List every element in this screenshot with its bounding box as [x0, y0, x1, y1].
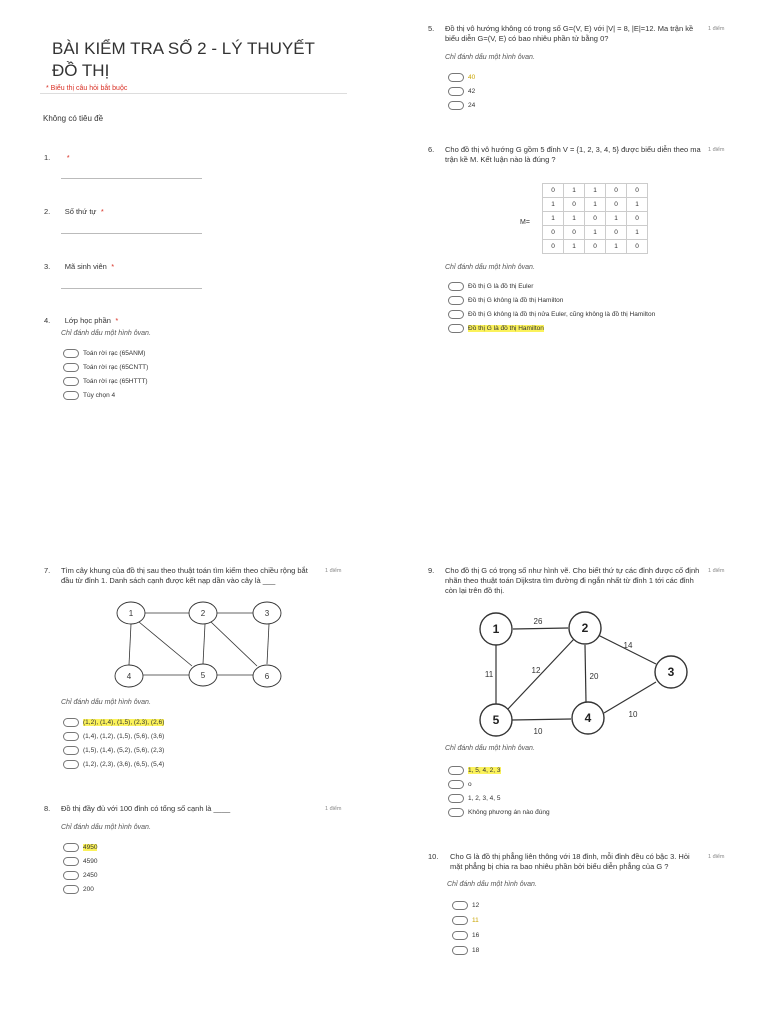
matrix-cell: 0: [606, 184, 627, 198]
radio-oval[interactable]: [448, 324, 464, 333]
radio-oval[interactable]: [63, 732, 79, 741]
radio-oval[interactable]: [63, 363, 79, 372]
question-text: Cho đồ thị G có trọng số như hình vẽ. Cho biết thứ tự các đỉnh được cố định nhãn theo thuật toán Dijkstra tìm đường đi ngắn nhất từ đỉnh 1 tới các đỉnh còn lại trên đồ thị.: [445, 566, 700, 595]
question-number: 3.: [44, 262, 51, 271]
points-label: 1 điểm: [708, 26, 725, 32]
matrix-cell: 1: [627, 198, 648, 212]
edge-weight: 10: [533, 727, 543, 736]
instruction: Chỉ đánh dấu một hình ôvan.: [445, 745, 535, 752]
option[interactable]: Đồ thị G không là đồ thị nửa Euler, cũng không là đồ thị Hamilton: [448, 308, 655, 320]
question-text: Đồ thị vô hướng không có trọng số G=(V, E) với |V| = 8, |E|=12. Ma trận kề biểu diễn G=(V, E) có bao nhiêu phần tử bằng 0?: [445, 24, 694, 43]
option[interactable]: 2450: [63, 869, 97, 881]
question-2: [44, 201, 104, 219]
question-number: 7.: [44, 566, 51, 575]
edge-weight: 20: [589, 672, 599, 681]
option[interactable]: 42: [448, 85, 475, 97]
question-text: Số thứ tự: [64, 207, 97, 216]
node-label: 6: [264, 672, 270, 681]
matrix-row: [543, 212, 648, 226]
option[interactable]: Toán rời rạc (65HTTT): [63, 375, 148, 387]
node-label: 4: [126, 672, 132, 681]
option[interactable]: Tùy chọn 4: [63, 389, 148, 401]
matrix-cell: 1: [606, 212, 627, 226]
radio-oval[interactable]: [63, 871, 79, 880]
question-1: [44, 147, 70, 165]
graph-edge: [203, 624, 205, 664]
radio-oval[interactable]: [448, 282, 464, 291]
matrix-cell: 0: [543, 226, 564, 240]
option[interactable]: Toán rời rạc (65ANM): [63, 347, 148, 359]
instruction: Chỉ đánh dấu một hình ôvan.: [61, 824, 151, 831]
radio-oval[interactable]: [452, 946, 468, 955]
option[interactable]: 11: [452, 914, 479, 926]
radio-oval[interactable]: [448, 73, 464, 82]
radio-oval[interactable]: [448, 794, 464, 803]
question-number: 8.: [44, 804, 51, 813]
radio-oval[interactable]: [63, 349, 79, 358]
required-star: *: [66, 153, 70, 162]
option[interactable]: (1,5), (1,4), (5,2), (5,6), (2,3): [63, 744, 164, 756]
graph-edge: [513, 628, 568, 629]
points-label: 1 điểm: [708, 147, 725, 153]
q7-options: [63, 716, 164, 770]
matrix-cell: 1: [564, 212, 585, 226]
node-label: 2: [200, 609, 206, 618]
question-number: 10.: [428, 852, 439, 861]
option[interactable]: Đồ thị G là đồ thị Hamilton: [448, 322, 655, 334]
graph-edge: [139, 622, 192, 666]
option[interactable]: 40: [448, 71, 475, 83]
matrix-cell: 0: [606, 226, 627, 240]
matrix-cell: 1: [564, 184, 585, 198]
option[interactable]: 4950: [63, 841, 97, 853]
radio-oval[interactable]: [63, 391, 79, 400]
graph-edge: [508, 639, 574, 709]
radio-oval[interactable]: [448, 87, 464, 96]
option[interactable]: 200: [63, 883, 97, 895]
edge-weight: 12: [531, 666, 541, 675]
matrix-row: [543, 240, 648, 254]
question-number: 1.: [44, 153, 51, 162]
question-text: Tìm cây khung của đồ thị sau theo thuật toán tìm kiếm theo chiều rộng bắt đầu từ đỉnh 1. Danh sách cạnh được kết nạp dần vào cây là ___: [61, 566, 308, 585]
option[interactable]: o: [448, 778, 550, 790]
matrix-label: M=: [520, 219, 530, 226]
matrix-cell: 0: [564, 198, 585, 212]
radio-oval[interactable]: [63, 843, 79, 852]
q9-options: [448, 764, 550, 818]
graph-edge: [512, 719, 571, 720]
points-label: 1 điểm: [708, 854, 725, 860]
matrix-cell: 0: [606, 198, 627, 212]
edge-weight: 26: [533, 617, 543, 626]
radio-oval[interactable]: [448, 296, 464, 305]
edge-weight: 10: [628, 710, 638, 719]
node-label: 2: [581, 621, 589, 635]
question-3: [44, 256, 114, 274]
instruction: Chỉ đánh dấu một hình ôvan.: [447, 881, 537, 888]
radio-oval[interactable]: [63, 885, 79, 894]
radio-oval[interactable]: [452, 916, 468, 925]
matrix-cell: 0: [585, 240, 606, 254]
node-label: 5: [492, 713, 500, 727]
instruction: Chỉ đánh dấu một hình ôvan.: [445, 54, 535, 61]
node-label: 3: [667, 665, 675, 679]
graph-edge: [129, 624, 131, 665]
question-number: 6.: [428, 145, 435, 154]
question-text: Lớp học phần: [64, 316, 111, 325]
question-number: 2.: [44, 207, 51, 216]
option[interactable]: 4590: [63, 855, 97, 867]
matrix-row: [543, 198, 648, 212]
graph-edge: [585, 645, 586, 702]
q6-options: [448, 280, 655, 334]
required-star: *: [115, 316, 119, 325]
form-title: BÀI KIỂM TRA SỐ 2 - LÝ THUYẾT ĐỒ THỊ: [52, 39, 315, 80]
q8-options: [63, 841, 97, 895]
edge-weight: 11: [484, 670, 494, 679]
required-star: *: [100, 207, 104, 216]
answer-line-2[interactable]: [61, 233, 202, 234]
edge-weight: 14: [623, 641, 633, 650]
required-star: *: [111, 262, 115, 271]
matrix-row: [543, 226, 648, 240]
matrix-cell: 0: [543, 184, 564, 198]
matrix-cell: 1: [543, 198, 564, 212]
dijkstra-graph-diagram: [470, 607, 695, 742]
radio-oval[interactable]: [452, 931, 468, 940]
graph-edge: [211, 622, 257, 666]
bfs-graph-diagram: [110, 595, 295, 695]
matrix-cell: 0: [543, 240, 564, 254]
radio-oval[interactable]: [448, 101, 464, 110]
option[interactable]: Không phương án nào đúng: [448, 806, 550, 818]
option[interactable]: (1,2), (1,4), (1,5), (2,3), (2,6): [63, 716, 164, 728]
option[interactable]: Đồ thị G là đồ thị Euler: [448, 280, 655, 292]
matrix-cell: 1: [585, 226, 606, 240]
option[interactable]: (1,4), (1,2), (1,5), (5,6), (3,6): [63, 730, 164, 742]
radio-oval[interactable]: [63, 760, 79, 769]
question-number: 5.: [428, 24, 435, 33]
question-text: Mã sinh viên: [64, 262, 107, 271]
answer-line-3[interactable]: [61, 288, 202, 289]
answer-line-1[interactable]: [61, 178, 202, 179]
option[interactable]: Đồ thị G không là đồ thị Hamilton: [448, 294, 655, 306]
points-label: 1 điểm: [708, 568, 725, 574]
option[interactable]: (1,2), (2,3), (3,6), (6,5), (5,4): [63, 758, 164, 770]
radio-oval[interactable]: [63, 718, 79, 727]
matrix-cell: 1: [585, 198, 606, 212]
question-4: [44, 310, 118, 328]
points-label: 1 điểm: [325, 568, 342, 574]
question-text: Cho G là đồ thị phẳng liên thông với 18 đỉnh, mỗi đỉnh đều có bậc 3. Hỏi mặt phẳng bị chia ra bao nhiêu phần bởi biểu diễn phẳng của G ?: [450, 852, 690, 871]
node-label: 5: [200, 671, 206, 680]
radio-oval[interactable]: [448, 780, 464, 789]
graph-edge: [267, 624, 269, 664]
option[interactable]: 1, 2, 3, 4, 5: [448, 792, 550, 804]
matrix-cell: 1: [543, 212, 564, 226]
option[interactable]: Toán rời rạc (65CNTT): [63, 361, 148, 373]
matrix-row: [543, 184, 648, 198]
q10-options: [452, 899, 479, 956]
node-label: 1: [128, 609, 134, 618]
radio-oval[interactable]: [63, 857, 79, 866]
option[interactable]: 12: [452, 899, 479, 911]
adjacency-matrix: [542, 183, 648, 254]
instruction: Chỉ đánh dấu một hình ôvan.: [445, 264, 535, 271]
node-label: 1: [492, 622, 500, 636]
radio-oval[interactable]: [448, 766, 464, 775]
radio-oval[interactable]: [448, 808, 464, 817]
matrix-cell: 0: [585, 212, 606, 226]
question-number: 9.: [428, 566, 435, 575]
radio-oval[interactable]: [448, 310, 464, 319]
matrix-cell: 1: [606, 240, 627, 254]
matrix-cell: 1: [627, 226, 648, 240]
required-note: * Biểu thị câu hỏi bắt buộc: [46, 85, 128, 92]
node-label: 4: [584, 711, 592, 725]
graph-edge: [604, 682, 656, 713]
option[interactable]: 24: [448, 99, 475, 111]
header-divider: [40, 93, 347, 94]
node-label: 3: [264, 609, 270, 618]
radio-oval[interactable]: [63, 377, 79, 386]
option[interactable]: 1, 5, 4, 2, 3: [448, 764, 550, 776]
radio-oval[interactable]: [452, 901, 468, 910]
option[interactable]: 18: [452, 944, 479, 956]
question-text: Đồ thị đầy đủ với 100 đỉnh có tổng số cạnh là ____: [61, 804, 231, 813]
matrix-cell: 0: [564, 226, 585, 240]
question-number: 4.: [44, 316, 51, 325]
instruction: Chỉ đánh dấu một hình ôvan.: [61, 330, 151, 337]
q4-options: [63, 347, 148, 401]
matrix-cell: 1: [564, 240, 585, 254]
q5-options: [448, 71, 475, 111]
points-label: 1 điểm: [325, 806, 342, 812]
matrix-cell: 0: [627, 240, 648, 254]
matrix-cell: 0: [627, 184, 648, 198]
section-title: Không có tiêu đề: [43, 114, 104, 123]
instruction: Chỉ đánh dấu một hình ôvan.: [61, 699, 151, 706]
question-text: Cho đồ thị vô hướng G gồm 5 đỉnh V = {1, 2, 3, 4, 5} được biểu diễn theo ma trận kề M. Kết luận nào là đúng ?: [445, 145, 701, 164]
radio-oval[interactable]: [63, 746, 79, 755]
option[interactable]: 16: [452, 929, 479, 941]
matrix-cell: 0: [627, 212, 648, 226]
matrix-cell: 1: [585, 184, 606, 198]
